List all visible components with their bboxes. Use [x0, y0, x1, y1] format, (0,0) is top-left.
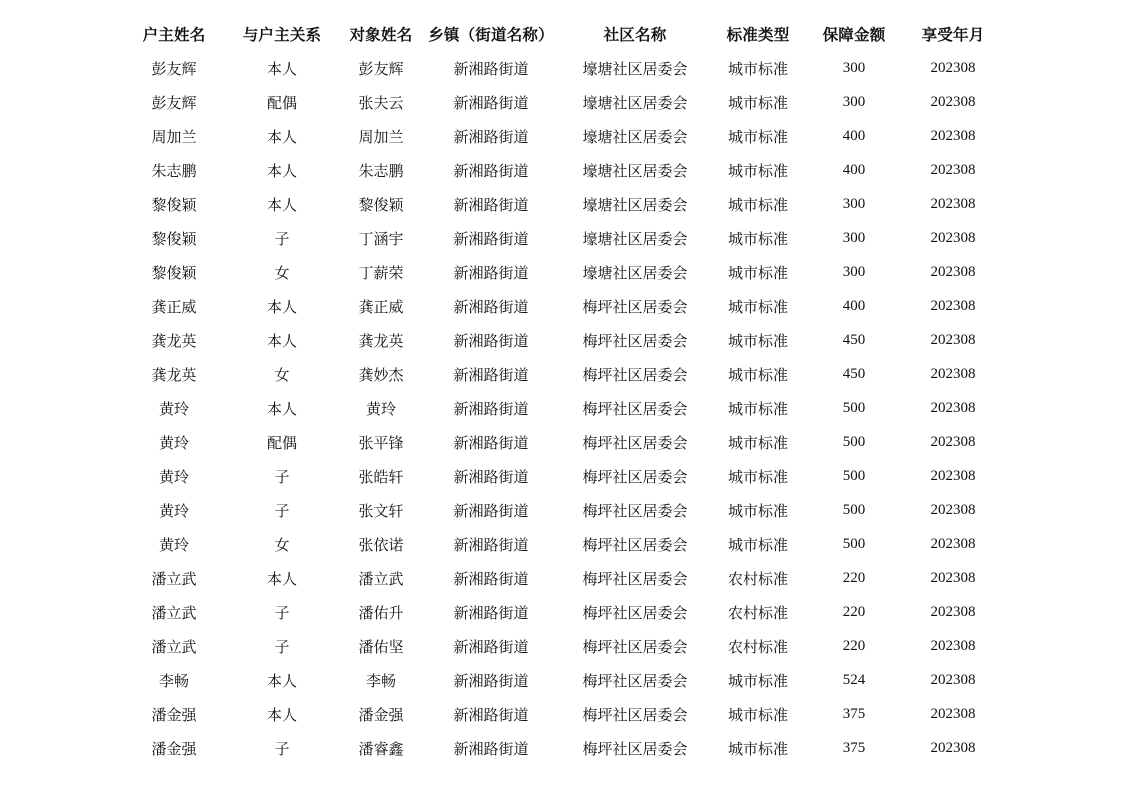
cell-standard-type: 城市标准	[727, 263, 788, 282]
cell-allowance-amount: 300	[842, 59, 866, 76]
cell-relation-to-head: 本人	[266, 399, 297, 418]
cell-community-name: 梅坪社区居委会	[582, 705, 688, 724]
cell-recipient-name: 张平锋	[358, 433, 404, 452]
cell-community-name: 梅坪社区居委会	[582, 331, 688, 350]
cell-household-head-name: 潘立武	[151, 569, 197, 588]
cell-standard-type: 城市标准	[727, 501, 788, 520]
header-row	[120, 17, 1000, 51]
cell-town-street: 新湘路街道	[453, 603, 529, 622]
cell-benefit-month: 202308	[930, 535, 976, 552]
cell-community-name: 壕塘社区居委会	[582, 93, 688, 112]
cell-recipient-name: 潘金强	[358, 705, 404, 724]
cell-standard-type: 城市标准	[727, 331, 788, 350]
cell-recipient-name: 朱志鹏	[358, 161, 404, 180]
cell-benefit-month: 202308	[930, 603, 976, 620]
cell-allowance-amount: 500	[842, 467, 866, 484]
column-header-household-head-name: 户主姓名	[142, 26, 206, 44]
cell-household-head-name: 黄玲	[158, 433, 189, 452]
cell-town-street: 新湘路街道	[453, 161, 529, 180]
cell-relation-to-head: 配偶	[266, 93, 297, 112]
column-header-benefit-month: 享受年月	[921, 26, 985, 44]
cell-relation-to-head: 子	[274, 501, 290, 520]
cell-recipient-name: 丁薪荣	[358, 263, 404, 282]
cell-household-head-name: 朱志鹏	[151, 161, 197, 180]
table-row	[120, 289, 1000, 323]
cell-relation-to-head: 本人	[266, 569, 297, 588]
cell-community-name: 梅坪社区居委会	[582, 603, 688, 622]
cell-relation-to-head: 配偶	[266, 433, 297, 452]
cell-community-name: 壕塘社区居委会	[582, 195, 688, 214]
cell-relation-to-head: 子	[274, 637, 290, 656]
column-header-standard-type: 标准类型	[726, 26, 790, 44]
cell-town-street: 新湘路街道	[453, 93, 529, 112]
table-row	[120, 425, 1000, 459]
cell-benefit-month: 202308	[930, 195, 976, 212]
column-header-town-street: 乡镇（街道名称）	[428, 26, 554, 44]
cell-household-head-name: 龚龙英	[151, 331, 197, 350]
column-header-allowance-amount: 保障金额	[822, 26, 886, 44]
cell-allowance-amount: 220	[842, 637, 866, 654]
cell-relation-to-head: 子	[274, 229, 290, 248]
cell-town-street: 新湘路街道	[453, 739, 529, 758]
cell-relation-to-head: 本人	[266, 127, 297, 146]
cell-community-name: 壕塘社区居委会	[582, 59, 688, 78]
table-row	[120, 153, 1000, 187]
cell-standard-type: 城市标准	[727, 671, 788, 690]
cell-standard-type: 城市标准	[727, 297, 788, 316]
cell-household-head-name: 龚正威	[151, 297, 197, 316]
cell-household-head-name: 黎俊颖	[151, 263, 197, 282]
cell-relation-to-head: 女	[274, 263, 290, 282]
cell-community-name: 壕塘社区居委会	[582, 161, 688, 180]
cell-town-street: 新湘路街道	[453, 467, 529, 486]
table-body	[120, 51, 1000, 765]
cell-standard-type: 城市标准	[727, 195, 788, 214]
cell-relation-to-head: 女	[274, 535, 290, 554]
cell-recipient-name: 潘佑升	[358, 603, 404, 622]
table-row	[120, 85, 1000, 119]
table-row	[120, 459, 1000, 493]
cell-recipient-name: 彭友辉	[358, 59, 404, 78]
cell-community-name: 梅坪社区居委会	[582, 365, 688, 384]
cell-benefit-month: 202308	[930, 59, 976, 76]
table-row	[120, 493, 1000, 527]
cell-household-head-name: 潘金强	[151, 705, 197, 724]
cell-household-head-name: 黎俊颖	[151, 195, 197, 214]
cell-benefit-month: 202308	[930, 297, 976, 314]
cell-benefit-month: 202308	[930, 433, 976, 450]
cell-allowance-amount: 500	[842, 399, 866, 416]
cell-community-name: 梅坪社区居委会	[582, 569, 688, 588]
cell-town-street: 新湘路街道	[453, 331, 529, 350]
column-header-recipient-name: 对象姓名	[349, 26, 413, 44]
assistance-table	[120, 17, 1000, 765]
cell-town-street: 新湘路街道	[453, 569, 529, 588]
cell-benefit-month: 202308	[930, 501, 976, 518]
cell-standard-type: 农村标准	[727, 637, 788, 656]
cell-allowance-amount: 300	[842, 93, 866, 110]
cell-community-name: 壕塘社区居委会	[582, 127, 688, 146]
cell-standard-type: 城市标准	[727, 127, 788, 146]
cell-community-name: 梅坪社区居委会	[582, 399, 688, 418]
cell-benefit-month: 202308	[930, 705, 976, 722]
table-row	[120, 595, 1000, 629]
cell-recipient-name: 潘睿鑫	[358, 739, 404, 758]
cell-household-head-name: 周加兰	[151, 127, 197, 146]
cell-benefit-month: 202308	[930, 671, 976, 688]
cell-household-head-name: 李畅	[158, 671, 189, 690]
cell-standard-type: 城市标准	[727, 399, 788, 418]
cell-standard-type: 农村标准	[727, 569, 788, 588]
cell-recipient-name: 潘立武	[358, 569, 404, 588]
cell-allowance-amount: 524	[842, 671, 866, 688]
table-row	[120, 561, 1000, 595]
cell-allowance-amount: 500	[842, 501, 866, 518]
cell-benefit-month: 202308	[930, 93, 976, 110]
cell-standard-type: 农村标准	[727, 603, 788, 622]
cell-town-street: 新湘路街道	[453, 433, 529, 452]
cell-town-street: 新湘路街道	[453, 535, 529, 554]
cell-benefit-month: 202308	[930, 365, 976, 382]
cell-allowance-amount: 400	[842, 297, 866, 314]
cell-allowance-amount: 375	[842, 739, 866, 756]
cell-community-name: 梅坪社区居委会	[582, 535, 688, 554]
cell-household-head-name: 黎俊颖	[151, 229, 197, 248]
table-row	[120, 629, 1000, 663]
table-row	[120, 391, 1000, 425]
cell-benefit-month: 202308	[930, 739, 976, 756]
table-row	[120, 697, 1000, 731]
cell-benefit-month: 202308	[930, 569, 976, 586]
cell-benefit-month: 202308	[930, 467, 976, 484]
cell-relation-to-head: 本人	[266, 195, 297, 214]
table-row	[120, 357, 1000, 391]
cell-relation-to-head: 女	[274, 365, 290, 384]
cell-allowance-amount: 500	[842, 535, 866, 552]
cell-allowance-amount: 400	[842, 161, 866, 178]
cell-allowance-amount: 300	[842, 263, 866, 280]
cell-standard-type: 城市标准	[727, 467, 788, 486]
cell-town-street: 新湘路街道	[453, 297, 529, 316]
cell-household-head-name: 黄玲	[158, 535, 189, 554]
cell-benefit-month: 202308	[930, 161, 976, 178]
cell-recipient-name: 李畅	[365, 671, 396, 690]
table-row	[120, 51, 1000, 85]
cell-allowance-amount: 450	[842, 365, 866, 382]
cell-benefit-month: 202308	[930, 229, 976, 246]
cell-household-head-name: 黄玲	[158, 467, 189, 486]
column-header-community-name: 社区名称	[603, 26, 667, 44]
cell-town-street: 新湘路街道	[453, 671, 529, 690]
cell-community-name: 梅坪社区居委会	[582, 297, 688, 316]
cell-relation-to-head: 本人	[266, 161, 297, 180]
cell-standard-type: 城市标准	[727, 59, 788, 78]
cell-recipient-name: 张文轩	[358, 501, 404, 520]
cell-benefit-month: 202308	[930, 263, 976, 280]
cell-community-name: 梅坪社区居委会	[582, 467, 688, 486]
cell-recipient-name: 丁涵宇	[358, 229, 404, 248]
table-row	[120, 187, 1000, 221]
cell-town-street: 新湘路街道	[453, 229, 529, 248]
table-row	[120, 663, 1000, 697]
cell-town-street: 新湘路街道	[453, 637, 529, 656]
cell-relation-to-head: 本人	[266, 705, 297, 724]
cell-allowance-amount: 300	[842, 229, 866, 246]
cell-town-street: 新湘路街道	[453, 127, 529, 146]
cell-allowance-amount: 375	[842, 705, 866, 722]
cell-household-head-name: 潘金强	[151, 739, 197, 758]
cell-standard-type: 城市标准	[727, 93, 788, 112]
cell-standard-type: 城市标准	[727, 365, 788, 384]
table-row	[120, 323, 1000, 357]
cell-town-street: 新湘路街道	[453, 365, 529, 384]
cell-recipient-name: 龚龙英	[358, 331, 404, 350]
cell-community-name: 梅坪社区居委会	[582, 433, 688, 452]
cell-recipient-name: 潘佑坚	[358, 637, 404, 656]
cell-household-head-name: 黄玲	[158, 501, 189, 520]
cell-allowance-amount: 500	[842, 433, 866, 450]
cell-recipient-name: 黄玲	[365, 399, 396, 418]
cell-standard-type: 城市标准	[727, 433, 788, 452]
cell-recipient-name: 张夫云	[358, 93, 404, 112]
cell-town-street: 新湘路街道	[453, 705, 529, 724]
cell-allowance-amount: 400	[842, 127, 866, 144]
table-header	[120, 17, 1000, 51]
cell-standard-type: 城市标准	[727, 705, 788, 724]
cell-recipient-name: 张皓轩	[358, 467, 404, 486]
cell-recipient-name: 龚妙杰	[358, 365, 404, 384]
cell-household-head-name: 彭友辉	[151, 93, 197, 112]
cell-recipient-name: 龚正威	[358, 297, 404, 316]
cell-community-name: 壕塘社区居委会	[582, 263, 688, 282]
cell-benefit-month: 202308	[930, 637, 976, 654]
table-row	[120, 527, 1000, 561]
cell-relation-to-head: 本人	[266, 59, 297, 78]
document-page	[120, 17, 1000, 765]
cell-allowance-amount: 450	[842, 331, 866, 348]
cell-standard-type: 城市标准	[727, 739, 788, 758]
cell-allowance-amount: 220	[842, 603, 866, 620]
cell-household-head-name: 龚龙英	[151, 365, 197, 384]
cell-household-head-name: 潘立武	[151, 637, 197, 656]
cell-town-street: 新湘路街道	[453, 501, 529, 520]
cell-recipient-name: 周加兰	[358, 127, 404, 146]
cell-allowance-amount: 300	[842, 195, 866, 212]
cell-household-head-name: 黄玲	[158, 399, 189, 418]
cell-relation-to-head: 本人	[266, 331, 297, 350]
cell-community-name: 梅坪社区居委会	[582, 637, 688, 656]
cell-community-name: 梅坪社区居委会	[582, 501, 688, 520]
cell-town-street: 新湘路街道	[453, 399, 529, 418]
cell-relation-to-head: 子	[274, 467, 290, 486]
cell-relation-to-head: 本人	[266, 297, 297, 316]
cell-allowance-amount: 220	[842, 569, 866, 586]
cell-town-street: 新湘路街道	[453, 263, 529, 282]
table-row	[120, 221, 1000, 255]
column-header-relation-to-head: 与户主关系	[242, 26, 322, 44]
cell-standard-type: 城市标准	[727, 229, 788, 248]
cell-household-head-name: 彭友辉	[151, 59, 197, 78]
cell-benefit-month: 202308	[930, 127, 976, 144]
cell-relation-to-head: 本人	[266, 671, 297, 690]
cell-relation-to-head: 子	[274, 739, 290, 758]
table-row	[120, 731, 1000, 765]
cell-standard-type: 城市标准	[727, 161, 788, 180]
cell-community-name: 梅坪社区居委会	[582, 739, 688, 758]
cell-benefit-month: 202308	[930, 331, 976, 348]
cell-community-name: 壕塘社区居委会	[582, 229, 688, 248]
table-row	[120, 119, 1000, 153]
cell-standard-type: 城市标准	[727, 535, 788, 554]
cell-town-street: 新湘路街道	[453, 195, 529, 214]
cell-relation-to-head: 子	[274, 603, 290, 622]
cell-benefit-month: 202308	[930, 399, 976, 416]
cell-community-name: 梅坪社区居委会	[582, 671, 688, 690]
cell-town-street: 新湘路街道	[453, 59, 529, 78]
table-row	[120, 255, 1000, 289]
cell-household-head-name: 潘立武	[151, 603, 197, 622]
cell-recipient-name: 黎俊颖	[358, 195, 404, 214]
cell-recipient-name: 张依诺	[358, 535, 404, 554]
